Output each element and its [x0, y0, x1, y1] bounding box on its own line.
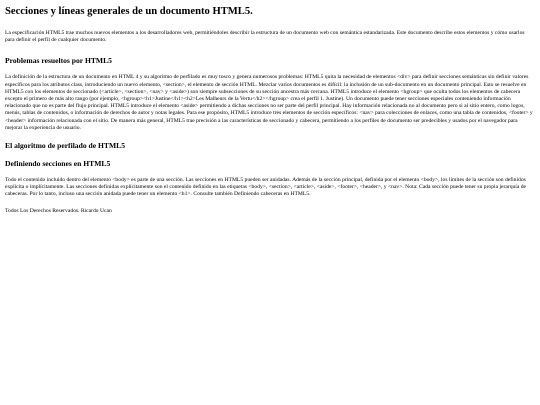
footer-text: Todos Los Derechos Reservados. Ricardo Ucan	[5, 207, 112, 214]
section-heading-algorithm: El algoritmo de perfilado de HTML5	[5, 141, 126, 151]
problems-paragraph: La definición de la estructura de un documento en HTML 4 y su algoritmo de perfilado es muy tosco y genera numerosos problemas: HTML5 quita la necesidad de elementos <div> para definir secciones semánticas sin definir valores específicos para los atributos class, introduciendo un nuevo elemento, <section>, el elemento de sección HTML. Mezclar varios documentos es difícil: la inclusión de un sub-documento en un documento principal. Esto se resuelve en HTML5 con los elementos de seccionado (<article>, <section>, <nav> y <aside>) son siempre subsecciones de su sección ancestra más cercana. HTML5 introduce el elemento <hgroup> que oculta todos los elementos de cabecera excepto el primero de más alto rango (por ejemplo, <hgroup><h1>Justine</h1><h2>Les Malheurs de la Vertu</h2></hgroup> crea el perfil 1. Justine). Un documento puede tener secciones especiales conteniendo información relacionado que no es parte del flujo principal. HTML5 introduce el elemento <aside> permitiendo a dichas secciones no ser parte del perfil principal. Hay información relacionada no al documento pero si al sitio entero, como logos, menús, tablas de contenidos, o información de derechos de autor y notas legales. Para ese propósito, HTML5 introduce tres elementos de sección específicos: <nav> para colecciones de enlaces, como una tabla de contenidos, <footer> y <header> información relacionada con el sitio. De manera más general, HTML5 trae precisión a las características de seccionado y cabecera, permitiendo a los perfiles de documento ser predecibles y usados por el navegador para mejorar la experiencia de usuario.	[5, 74, 533, 131]
intro-paragraph: La especificación HTML5 trae muchos nuevos elementos a los desarrolladores web, permitiéndoles describir la estructura de un documento web con semántica estandarizada. Este documento describe estos elementos y cómo usarlos para definir el perfil de cualquier documento.	[5, 30, 525, 44]
page-title: Secciones y líneas generales de un documento HTML5.	[5, 6, 253, 17]
defining-paragraph: Todo el contenido incluido dentro del elemento <body> es parte de una sección. Las secciones en HTML5 pueden ser anidadas. Además de la sección principal, definida por el elemento <body>, los límites de la sección son definidos explícita o implícitamente. Las secciones definidas explícitamente son el contenido definido en las etiquetas <body>, <section>, <article>, <aside>, <footer>, <header>, y <nav>. Nota: Cada sección puede tener su propia jerarquía de cabeceras. Por lo tanto, incluso una sección anidada puede tener un elemento <h1>. Consulte también Definiendo cabeceras en HTML5.	[5, 177, 527, 198]
section-heading-defining: Definiendo secciones en HTML5	[5, 159, 111, 169]
section-heading-problems: Problemas resueltos por HTML5	[5, 56, 112, 66]
